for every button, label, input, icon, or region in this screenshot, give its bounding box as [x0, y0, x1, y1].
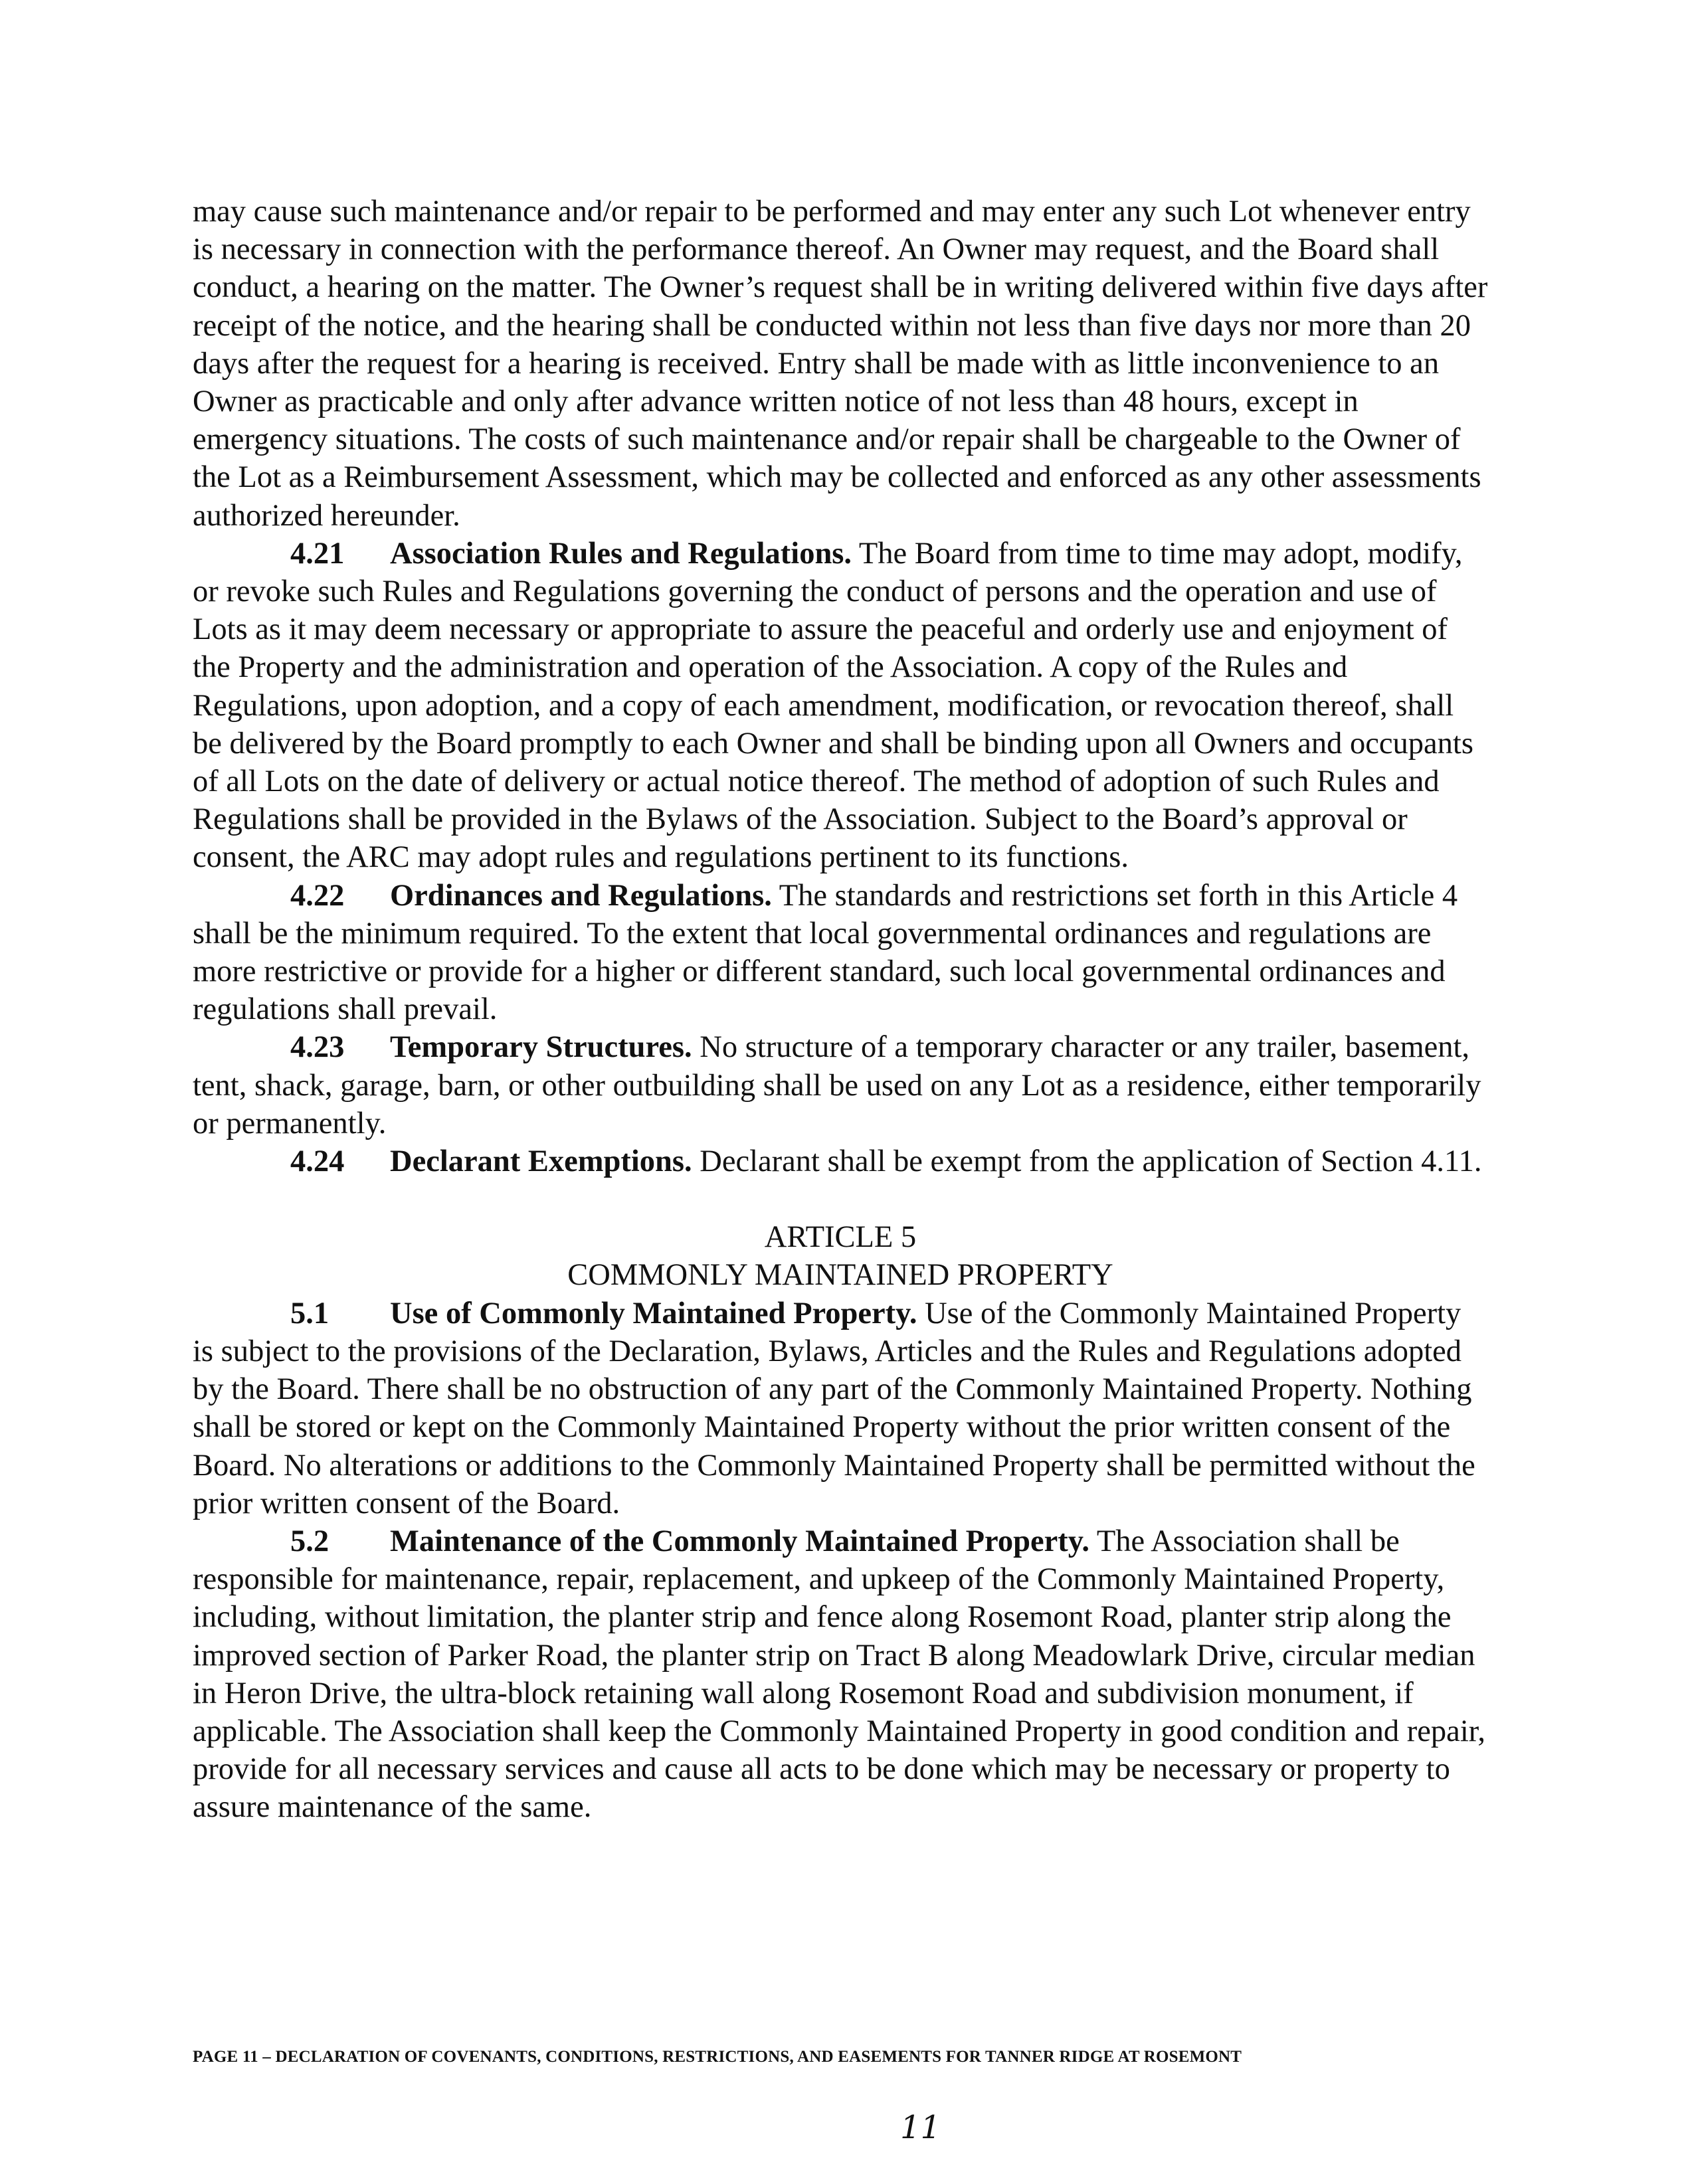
section-5-1 — [193, 1295, 1488, 1522]
section-4-23 — [193, 1028, 1488, 1142]
article-number: ARTICLE 5 — [764, 1220, 917, 1255]
section-5-2 — [193, 1522, 1488, 1827]
section-4-22 — [193, 877, 1488, 1029]
section-4-21 — [193, 535, 1488, 877]
section-number: 4.21 — [290, 536, 345, 571]
section-text: The Association shall be responsible for maintenance, repair, replacement, and upkeep of the Commonly Maintained Property, including, without limitation, the planter strip and fence along Rosemont Road, planter strip along the improved section of Parker Road, the planter strip on Tract B along Meadowlark Drive, circular median in Heron Drive, the ultra-block retaining wall along Rosemont Road and subdivision monument, if applicable. The Association shall keep the Commonly Maintained Property in good condition and repair, provide for all necessary services and cause all acts to be done which may be necessary or property to assure maintenance of the same. — [193, 1524, 1485, 1825]
page-footer: PAGE 11 – DECLARATION OF COVENANTS, CONDITIONS, RESTRICTIONS, AND EASEMENTS FOR TANNER RIDGE AT ROSEMONT — [193, 2048, 1242, 2066]
section-text: No structure of a temporary character or any trailer, basement, tent, shack, garage, barn, or other outbuilding shall be used on any Lot as a residence, either temporarily or permanently. — [193, 1030, 1481, 1140]
article-title: COMMONLY MAINTAINED PROPERTY — [567, 1258, 1113, 1293]
section-number: 5.1 — [290, 1296, 329, 1330]
document-body — [193, 193, 1488, 1827]
section-title: Maintenance of the Commonly Maintained Property. — [390, 1524, 1090, 1558]
section-title: Temporary Structures. — [390, 1030, 692, 1065]
handwritten-page-mark: 11 — [900, 2109, 941, 2146]
section-text: Declarant shall be exempt from the application of Section 4.11. — [692, 1144, 1482, 1179]
section-title: Association Rules and Regulations. — [390, 536, 852, 571]
section-text: The standards and restrictions set forth in this Article 4 shall be the minimum required. To the extent that local governmental ordinances and regulations are more restrictive or provide for a higher or different standard, such local governmental ordinances and regulations shall prevail. — [193, 878, 1458, 1027]
section-title: Use of Commonly Maintained Property. — [390, 1296, 917, 1330]
spacer — [193, 1180, 1488, 1218]
section-text: The Board from time to time may adopt, modify, or revoke such Rules and Regulations governing the conduct of persons and the operation and use of Lots as it may deem necessary or appropriate to assure the peaceful and orderly use and enjoyment of the Property and the administration and operation of the Association. A copy of the Rules and Regulations, upon adoption, and a copy of each amendment, modification, or revocation thereof, shall be delivered by the Board promptly to each Owner and shall be binding upon all Owners and occupants of all Lots on the date of delivery or actual notice thereof. The method of adoption of such Rules and Regulations shall be provided in the Bylaws of the Association. Subject to the Board’s approval or consent, the ARC may adopt rules and regulations pertinent to its functions. — [193, 536, 1473, 875]
section-number: 5.2 — [290, 1524, 329, 1558]
section-text: Use of the Commonly Maintained Property is subject to the provisions of the Declaration, Bylaws, Articles and the Rules and Regulations adopted by the Board. There shall be no obstruction of any part of the Commonly Maintained Property. Nothing shall be stored or kept on the Commonly Maintained Property without the prior written consent of the Board. No alterations or additions to the Commonly Maintained Property shall be permitted without the prior written consent of the Board. — [193, 1296, 1475, 1520]
section-number: 4.23 — [290, 1030, 345, 1065]
section-number: 4.22 — [290, 878, 345, 913]
section-title: Declarant Exemptions. — [390, 1144, 692, 1179]
section-number: 4.24 — [290, 1144, 345, 1179]
section-title: Ordinances and Regulations. — [390, 878, 772, 913]
paragraph-continuation: may cause such maintenance and/or repair to be performed and may enter any such Lot whenever entry is necessary in connection with the performance thereof. An Owner may request, and the Board shall conduct, a hearing on the matter. The Owner’s request shall be in writing delivered within five days after receipt of the notice, and the hearing shall be conducted within not less than five days nor more than 20 days after the request for a hearing is received. Entry shall be made with as little inconvenience to an Owner as practicable and only after advance written notice of not less than 48 hours, except in emergency situations. The costs of such maintenance and/or repair shall be chargeable to the Owner of the Lot as a Reimbursement Assessment, which may be collected and enforced as any other assessments authorized hereunder. — [193, 195, 1488, 533]
section-4-24 — [193, 1142, 1488, 1180]
